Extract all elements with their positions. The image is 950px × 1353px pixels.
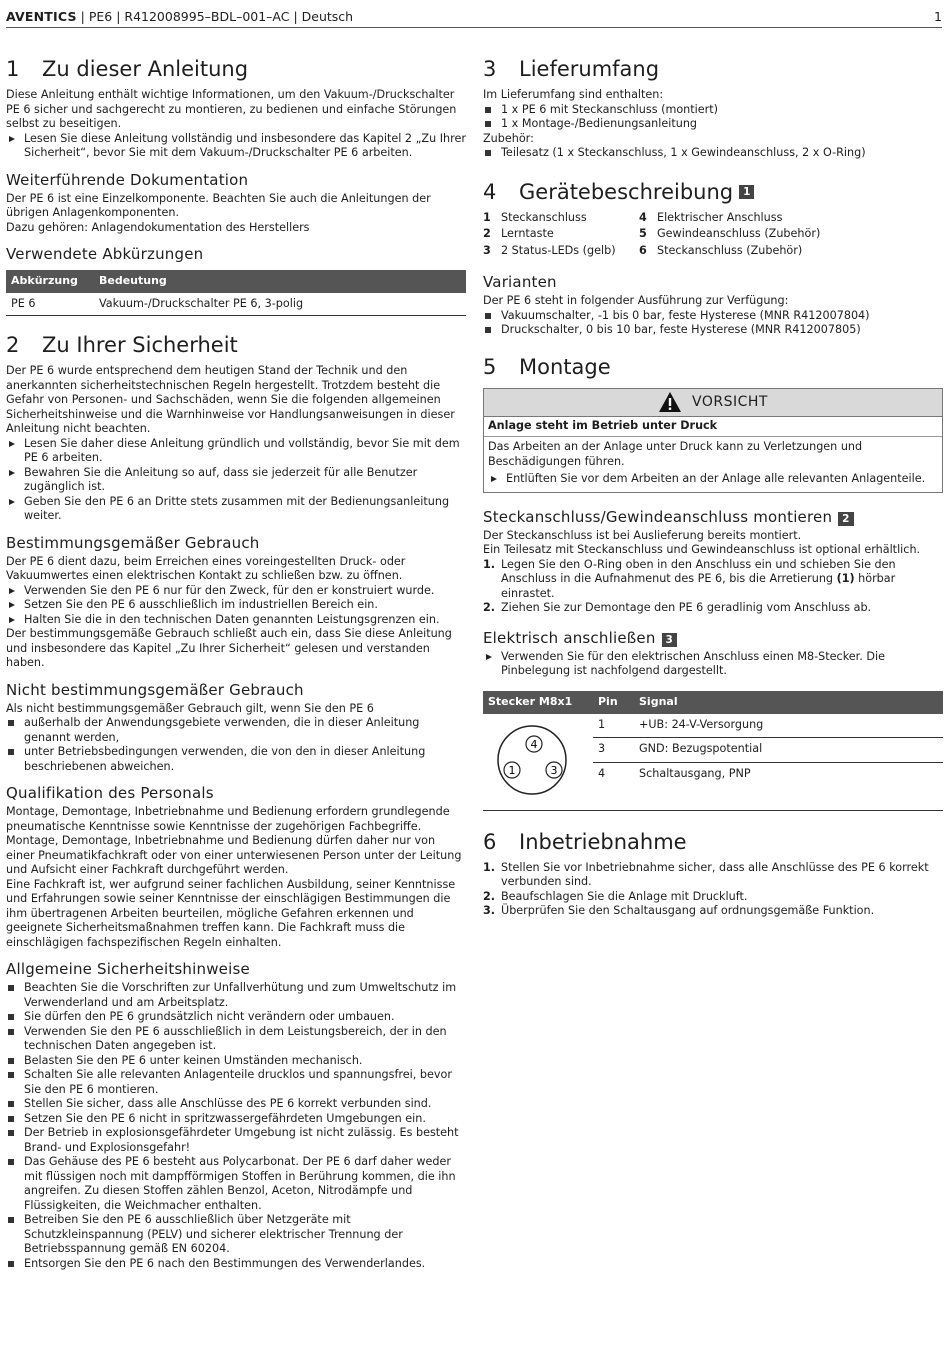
instruction-list xyxy=(6,437,466,524)
section-number: 6 xyxy=(483,829,497,854)
header-doc-info xyxy=(6,8,353,27)
page-number: 1 xyxy=(934,9,942,24)
abbreviation-table xyxy=(6,270,466,316)
column-header: Pin xyxy=(593,691,634,714)
caution-text: Das Arbeiten an der Anlage unter Druck kann zu Verletzungen und Beschädigungen führen. xyxy=(488,440,863,468)
warning-icon xyxy=(658,391,682,413)
caution-heading: Anlage steht im Betrieb unter Druck xyxy=(484,419,942,438)
instruction-item: Bewahren Sie die Anleitung so auf, dass sie jederzeit für alle Benutzer zugänglich ist. xyxy=(6,466,466,495)
legend-item xyxy=(483,211,639,226)
subsection-heading: Varianten xyxy=(483,273,557,291)
list-item: Sie dürfen den PE 6 grundsätzlich nicht verändern oder umbauen. xyxy=(6,1010,466,1025)
subsection-heading: Allgemeine Sicherheitshinweise xyxy=(6,960,250,978)
step-text: Legen Sie den O-Ring oben in den Anschluss ein und schieben Sie den Anschluss in die Aufnahmenut des PE 6, bis die Arretierung xyxy=(501,557,896,585)
legend-number: 5 xyxy=(639,227,647,240)
signal-cell: Schaltausgang, PNP xyxy=(639,766,751,780)
list-item: außerhalb der Anwendungsgebiete verwenden, die in dieser Anleitung genannt werden, xyxy=(6,716,466,745)
list-item: Der Betrieb in explosionsgefährdeter Umgebung ist nicht zulässig. Es besteht Brand- und Explosionsgefahr! xyxy=(6,1126,466,1155)
table-cell: Vakuum-/Druckschalter PE 6, 3-polig xyxy=(94,293,466,316)
instruction-list xyxy=(6,584,466,628)
legend-item xyxy=(639,211,939,226)
paragraph: Der PE 6 steht in folgender Ausführung zur Verfügung: xyxy=(483,294,789,307)
caution-box xyxy=(483,388,943,493)
section-title: Lieferumfang xyxy=(519,57,660,81)
table-row xyxy=(483,714,943,738)
subsection-heading xyxy=(483,507,943,527)
subsection-heading: Qualifikation des Personals xyxy=(6,784,214,802)
pin-cell: 4 xyxy=(598,766,606,780)
step-text: Stellen Sie vor Inbetriebnahme sicher, dass alle Anschlüsse des PE 6 korrekt verbunden sind. xyxy=(501,860,929,888)
step-number: 2. xyxy=(483,889,496,903)
figure-reference: 2 xyxy=(838,512,854,526)
brand-name: AVENTICS xyxy=(6,9,77,24)
intro-paragraph: Der PE 6 wurde entsprechend dem heutigen Stand der Technik und den anerkannten sicherheitstechnischen Regeln hergestellt. Trotzdem besteht die Gefahr von Personen- und Sachschäden, wenn Sie die folgenden allgemeinen Sicherheitshinweise und die Warnhinweise vor Handlungsanweisungen in dieser Anleitung nicht beachten. xyxy=(6,364,455,435)
step-item xyxy=(483,601,943,616)
list-item: Belasten Sie den PE 6 unter keinen Umständen mechanisch. xyxy=(6,1054,466,1069)
step-number: 2. xyxy=(483,601,496,614)
subsection-title: Steckanschluss/Gewindeanschluss montieren xyxy=(483,507,833,526)
list-item: 1 x Montage-/Bedienungsanleitung xyxy=(483,117,943,132)
legend-number: 3 xyxy=(483,243,491,257)
paragraph: Zubehör: xyxy=(483,131,534,145)
list-item: Das Gehäuse des PE 6 besteht aus Polycarbonat. Der PE 6 darf daher weder mit flüssigen noch mit dampfförmigen Stoffen in Berührung kommen, die ihn angreifen. Zu diesen Stoffen zählen Benzol, Aceton, Nitrodämpfe und Flüssigkeiten, die Weichmacher enthalten. xyxy=(6,1155,466,1213)
list-item: Teilesatz (1 x Steckanschluss, 1 x Gewindeanschluss, 2 x O-Ring) xyxy=(483,146,943,161)
section-6-heading xyxy=(483,829,943,855)
table-header-row xyxy=(483,691,943,714)
section-2-heading xyxy=(6,332,466,358)
paragraph: Der bestimmungsgemäße Gebrauch schließt auch ein, dass Sie diese Anleitung und insbesondere das Kapitel „Zu Ihrer Sicherheit“ gelesen und verstanden haben. xyxy=(6,627,452,669)
instruction-list xyxy=(483,650,943,679)
step-number: 1. xyxy=(483,860,496,874)
list-item: Setzen Sie den PE 6 nicht in spritzwassergefährdeten Umgebungen ein. xyxy=(6,1112,466,1127)
legend-label: Lerntaste xyxy=(501,227,554,240)
caution-header xyxy=(484,389,942,417)
list-item: Beachten Sie die Vorschriften zur Unfallverhütung und zum Umweltschutz im Verwenderland und am Arbeitsplatz. xyxy=(6,981,466,1010)
step-item xyxy=(483,904,943,919)
list-item: Betreiben Sie den PE 6 ausschließlich über Netzgeräte mit Schutzkleinspannung (PELV) und sicherer elektrischer Trennung der Betriebsspannung gemäß EN 60204. xyxy=(6,1213,466,1257)
instruction-item: Verwenden Sie für den elektrischen Anschluss einen M8-Stecker. Die Pinbelegung ist nachfolgend dargestellt. xyxy=(483,650,943,679)
subsection-heading xyxy=(483,628,943,648)
section-title: Inbetriebnahme xyxy=(519,829,687,854)
list-item: Druckschalter, 0 bis 10 bar, feste Hysterese (MNR R412007805) xyxy=(483,323,943,338)
pin-label: 1 xyxy=(508,763,516,777)
bullet-list xyxy=(6,981,466,1271)
caution-body xyxy=(484,417,942,492)
list-item: Stellen Sie sicher, dass alle Anschlüsse des PE 6 korrekt verbunden sind. xyxy=(6,1097,466,1112)
step-item xyxy=(483,890,943,905)
legend-number: 1 xyxy=(483,210,491,224)
header-doc-ref: | PE6 | R412008995–BDL–001–AC | Deutsch xyxy=(76,9,354,24)
step-number: 3. xyxy=(483,904,496,917)
list-item: Entsorgen Sie den PE 6 nach den Bestimmungen des Verwenderlandes. xyxy=(6,1257,466,1272)
section-title: Zu dieser Anleitung xyxy=(42,57,249,81)
section-title: Montage xyxy=(519,354,611,379)
instruction-item: Lesen Sie diese Anleitung vollständig und insbesondere das Kapitel 2 „Zu Ihrer Sicherheit“, bevor Sie mit dem Vakuum-/Druckschalter PE 6 arbeiten. xyxy=(6,132,466,161)
list-item: Schalten Sie alle relevanten Anlagenteile drucklos und spannungsfrei, bevor Sie den PE 6 montieren. xyxy=(6,1068,466,1097)
legend-number: 2 xyxy=(483,227,491,240)
step-text: Beaufschlagen Sie die Anlage mit Druckluft. xyxy=(501,889,748,903)
section-title: Gerätebeschreibung xyxy=(519,179,734,204)
paragraph: Ein Teilesatz mit Steckanschluss und Gewindeanschluss ist optional erhältlich. xyxy=(483,543,921,556)
parts-legend xyxy=(483,211,943,259)
section-number: 1 xyxy=(6,57,20,81)
list-item: Vakuumschalter, -1 bis 0 bar, feste Hysterese (MNR R412007804) xyxy=(483,309,943,324)
paragraph: Der PE 6 dient dazu, beim Erreichen eines voreingestellten Druck- oder Vakuumwertes einen elektrischen Kontakt zu schließen bzw. zu öffnen. xyxy=(6,554,406,582)
step-list xyxy=(483,558,943,616)
legend-label: Steckanschluss xyxy=(501,210,587,224)
signal-cell: +UB: 24-V-Versorgung xyxy=(634,714,943,738)
step-reference: (1) xyxy=(836,572,855,585)
instruction-item: Halten Sie die in den technischen Daten genannten Leistungsgrenzen ein. xyxy=(6,613,466,628)
bullet-list xyxy=(6,716,466,774)
section-3-heading xyxy=(483,56,943,82)
instruction-item: Geben Sie den PE 6 an Dritte stets zusammen mit der Bedienungsanleitung weiter. xyxy=(6,495,466,524)
section-title: Zu Ihrer Sicherheit xyxy=(42,333,238,357)
paragraph: Eine Fachkraft ist, wer aufgrund seiner fachlichen Ausbildung, seiner Kenntnisse und Erfahrungen sowie seiner Kenntnisse der einschlägigen Bestimmungen die ihm übertragenen Arbeiten beurteilen, mögliche Gefahren erkennen und geeignete Sicherheitsmaßnahmen treffen kann. Die Fachkraft muss die einschlägigen fachspezifischen Regeln einhalten. xyxy=(6,877,456,949)
paragraph: Dazu gehören: Anlagendokumentation des Herstellers xyxy=(6,220,310,234)
paragraph: Als nicht bestimmungsgemäßer Gebrauch gilt, wenn Sie den PE 6 xyxy=(6,701,374,715)
left-column xyxy=(6,56,466,1271)
legend-item xyxy=(639,244,939,259)
table-cell: PE 6 xyxy=(6,293,94,316)
section-number: 5 xyxy=(483,354,497,379)
figure-reference: 1 xyxy=(739,185,754,199)
table-row xyxy=(6,293,466,316)
m8-connector-diagram xyxy=(494,720,584,804)
subsection-heading: Weiterführende Dokumentation xyxy=(6,170,249,189)
section-4-heading xyxy=(483,179,943,205)
list-item: Verwenden Sie den PE 6 ausschließlich in dem Leistungsbereich, der in den technischen Daten angegeben ist. xyxy=(6,1025,466,1054)
column-header: Bedeutung xyxy=(94,270,466,293)
bullet-list xyxy=(483,103,943,132)
figure-reference: 3 xyxy=(662,633,678,647)
subsection-heading: Verwendete Abkürzungen xyxy=(6,245,204,263)
step-text: Ziehen Sie zur Demontage den PE 6 geradlinig vom Anschluss ab. xyxy=(501,601,872,614)
column-header: Stecker M8x1 xyxy=(483,691,593,714)
section-5-heading xyxy=(483,354,943,380)
list-item: 1 x PE 6 mit Steckanschluss (montiert) xyxy=(483,103,943,118)
step-text: Überprüfen Sie den Schaltausgang auf ordnungsgemäße Funktion. xyxy=(501,904,875,917)
step-list xyxy=(483,861,943,919)
subsection-heading: Nicht bestimmungsgemäßer Gebrauch xyxy=(6,680,304,699)
pin-cell: 3 xyxy=(593,737,634,762)
legend-item xyxy=(483,244,639,259)
instruction-list xyxy=(488,472,938,487)
step-item xyxy=(483,861,943,890)
pin-cell: 1 xyxy=(593,714,634,738)
signal-cell: GND: Bezugspotential xyxy=(634,737,943,762)
connector-diagram-cell xyxy=(483,714,593,811)
legend-label: Steckanschluss (Zubehör) xyxy=(657,243,803,257)
intro-paragraph: Diese Anleitung enthält wichtige Informationen, um den Vakuum-/Druckschalter PE 6 sicher und sachgerecht zu montieren, zu bedienen und einfache Störungen selbst zu beseitigen. xyxy=(6,88,457,130)
instruction-item: Verwenden Sie den PE 6 nur für den Zweck, für den er konstruiert wurde. xyxy=(6,584,466,599)
legend-label: 2 Status-LEDs (gelb) xyxy=(501,243,616,257)
list-item: unter Betriebsbedingungen verwenden, die von den in dieser Anleitung beschriebenen abweichen. xyxy=(6,745,466,774)
bullet-list xyxy=(483,146,943,161)
step-number: 1. xyxy=(483,557,496,571)
page-header xyxy=(6,8,942,28)
section-number: 2 xyxy=(6,333,20,357)
column-header: Signal xyxy=(634,691,943,714)
paragraph: Montage, Demontage, Inbetriebnahme und Bedienung erfordern grundlegende pneumatische Kenntnisse sowie Kenntnisse der zugehörigen Fachbegriffe. Montage, Demontage, Inbetriebnahme und Bedienung dürfen daher nur von einer Pneumatikfachkraft oder von einer unterwiesenen Person unter der Leitung und Aufsicht einer Fachkraft durchgeführt werden. xyxy=(6,805,462,876)
paragraph: Der Steckanschluss ist bei Auslieferung bereits montiert. xyxy=(483,528,802,542)
step-text-end: hörbar einrastet. xyxy=(501,572,896,600)
instruction-item: Lesen Sie daher diese Anleitung gründlich und vollständig, bevor Sie mit dem PE 6 arbeiten. xyxy=(6,437,466,466)
legend-label: Elektrischer Anschluss xyxy=(657,210,783,224)
step-item xyxy=(483,558,943,602)
bullet-list xyxy=(483,309,943,338)
instruction-item: Entlüften Sie vor dem Arbeiten an der Anlage alle relevanten Anlagenteile. xyxy=(488,472,938,487)
paragraph: Im Lieferumfang sind enthalten: xyxy=(483,88,664,101)
legend-number: 6 xyxy=(639,243,647,257)
legend-item xyxy=(639,227,939,242)
legend-label: Gewindeanschluss (Zubehör) xyxy=(657,227,821,240)
legend-item xyxy=(483,227,639,242)
instruction-item: Setzen Sie den PE 6 ausschließlich im industriellen Bereich ein. xyxy=(6,598,466,613)
paragraph: Der PE 6 ist eine Einzelkomponente. Beachten Sie auch die Anleitungen der übrigen Anlagenkomponenten. xyxy=(6,191,431,219)
instruction-list xyxy=(6,132,466,161)
pin-label: 4 xyxy=(530,737,538,751)
section-number: 4 xyxy=(483,179,497,204)
section-number: 3 xyxy=(483,57,497,81)
caution-label: VORSICHT xyxy=(692,393,768,410)
column-header: Abkürzung xyxy=(6,270,94,293)
legend-number: 4 xyxy=(639,210,647,224)
table-header-row xyxy=(6,270,466,293)
right-column xyxy=(483,56,943,919)
pin-assignment-table xyxy=(483,691,943,811)
section-1-heading xyxy=(6,56,466,82)
subsection-heading: Bestimmungsgemäßer Gebrauch xyxy=(6,533,260,552)
pin-label: 3 xyxy=(550,763,558,777)
subsection-title: Elektrisch anschließen xyxy=(483,628,656,647)
